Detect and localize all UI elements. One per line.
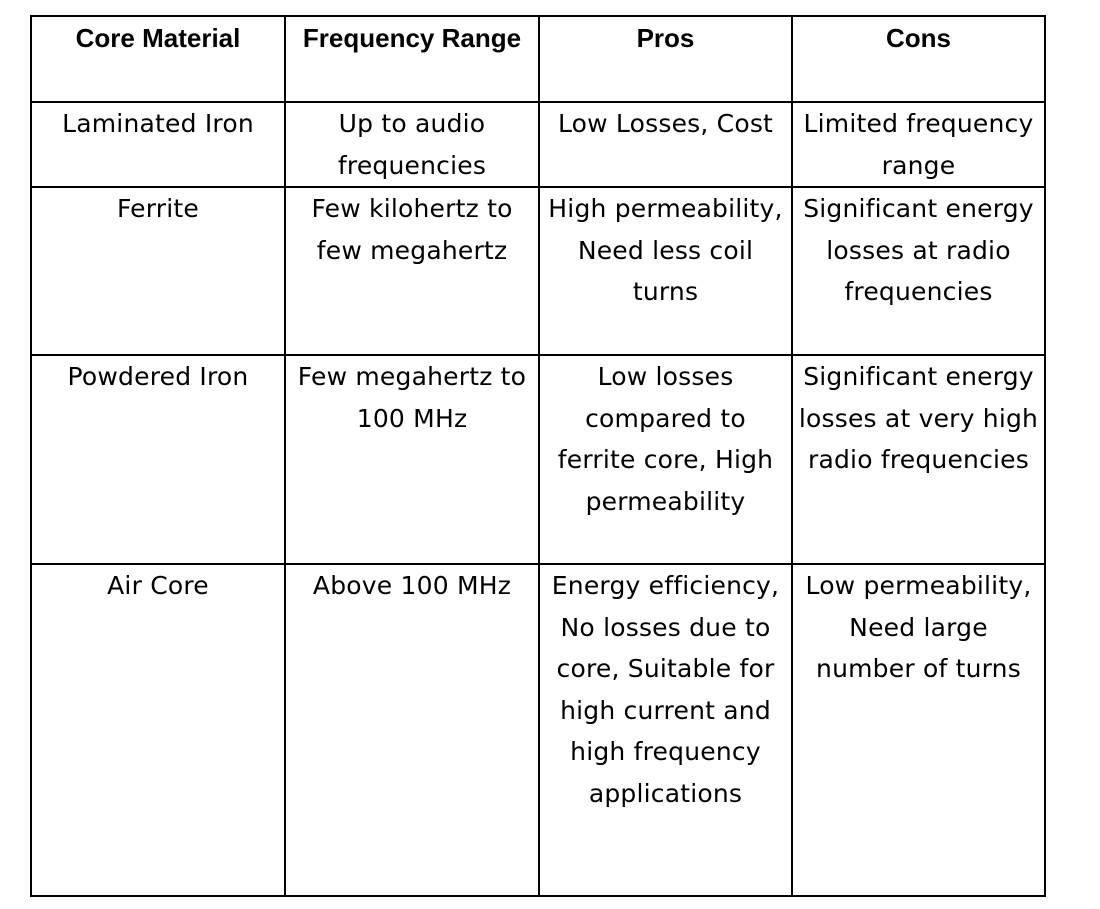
cell-pros: High permeability, Need less coil turns: [539, 187, 792, 355]
header-pros: Pros: [539, 16, 792, 102]
table-header-row: [31, 16, 1045, 102]
table-row: [31, 102, 1045, 187]
cell-material: Powdered Iron: [31, 355, 285, 564]
header-frequency-range: Frequency Range: [285, 16, 539, 102]
cell-material: Ferrite: [31, 187, 285, 355]
cell-cons: Low permeability, Need large number of turns: [792, 564, 1045, 896]
cell-cons: Limited frequency range: [792, 102, 1045, 187]
cell-cons: Significant energy losses at radio frequencies: [792, 187, 1045, 355]
core-material-comparison-table: [30, 15, 1046, 897]
cell-frequency-range: Few kilohertz to few megahertz: [285, 187, 539, 355]
cell-pros: Energy efficiency, No losses due to core, Suitable for high current and high frequency applications: [539, 564, 792, 896]
cell-cons: Significant energy losses at very high radio frequencies: [792, 355, 1045, 564]
table-row: [31, 187, 1045, 355]
table-row: [31, 564, 1045, 896]
cell-frequency-range: Up to audio frequencies: [285, 102, 539, 187]
cell-material: Air Core: [31, 564, 285, 896]
cell-material: Laminated Iron: [31, 102, 285, 187]
cell-frequency-range: Above 100 MHz: [285, 564, 539, 896]
header-cons: Cons: [792, 16, 1045, 102]
cell-pros: Low losses compared to ferrite core, High permeability: [539, 355, 792, 564]
table-row: [31, 355, 1045, 564]
header-core-material: Core Material: [31, 16, 285, 102]
cell-pros: Low Losses, Cost: [539, 102, 792, 187]
cell-frequency-range: Few megahertz to 100 MHz: [285, 355, 539, 564]
